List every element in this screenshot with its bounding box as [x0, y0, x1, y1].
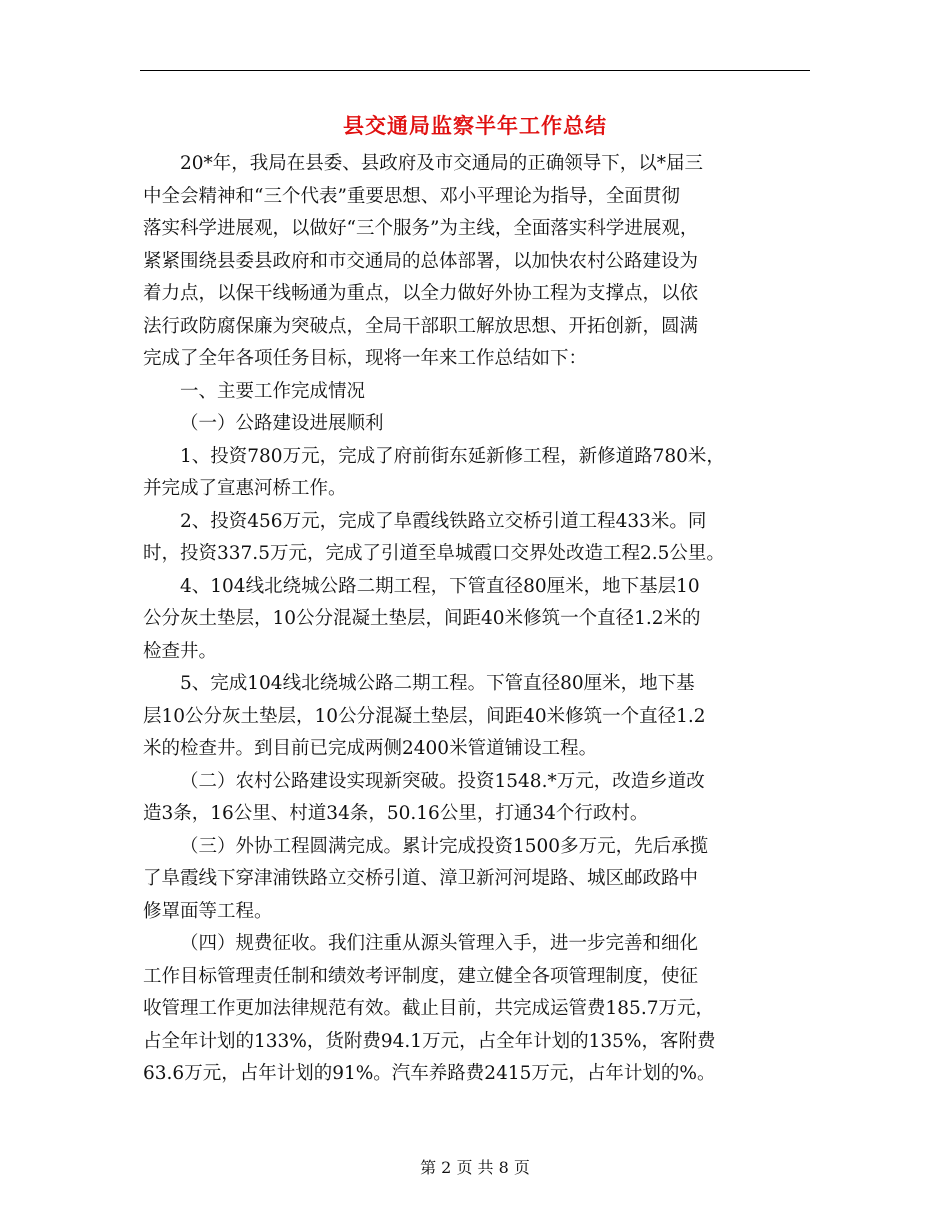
paragraph-line: 法行政防腐保廉为突破点，全局干部职工解放思想、开拓创新，圆满 [143, 315, 699, 337]
header-rule [140, 70, 810, 71]
paragraph-line: 1、投资780万元，完成了府前街东延新修工程，新修道路780米， [180, 445, 725, 467]
paragraph-line: 落实科学进展观，以做好“三个服务”为主线，全面落实科学进展观， [143, 218, 699, 239]
paragraph-line: （二）农村公路建设实现新突破。投资1548.*万元，改造乡道改 [180, 770, 705, 792]
paragraph-line: 5、完成104线北绕城公路二期工程。下管直径80厘米，地下基 [180, 673, 695, 694]
paragraph-line: 63.6万元，占年计划的91%。汽车养路费2415万元，占年计划的%。 [143, 1063, 716, 1084]
paragraph-line: 中全会精神和“三个代表”重要思想、邓小平理论为指导，全面贯彻 [143, 185, 680, 207]
paragraph-line: 紧紧围绕县委县政府和市交通局的总体部署，以加快农村公路建设为 [143, 250, 699, 272]
paragraph-line: 层10公分灰土垫层，10公分混凝土垫层，间距40米修筑一个直径1.2 [143, 705, 706, 727]
paragraph-line: 收管理工作更加法律规范有效。截止目前，共完成运管费185.7万元， [143, 998, 714, 1019]
paragraph-line: 工作目标管理责任制和绩效考评制度，建立健全各项管理制度，使征 [143, 965, 699, 987]
paragraph-line: 公分灰土垫层，10公分混凝土垫层，间距40米修筑一个直径1.2米的 [143, 608, 701, 629]
paragraph-line: 2、投资456万元，完成了阜霞线铁路立交桥引道工程433米。同 [180, 510, 707, 532]
paragraph-line: 着力点，以保干线畅通为重点，以全力做好外协工程为支撑点，以依 [143, 283, 699, 304]
section-heading: 一、主要工作完成情况 [180, 380, 366, 402]
paragraph-line: 占全年计划的133%，货附费94.1万元，占全年计划的135%，客附费 [143, 1030, 716, 1052]
paragraph-line: 了阜霞线下穿津浦铁路立交桥引道、漳卫新河河堤路、城区邮政路中 [143, 868, 699, 889]
document-title: 县交通局监察半年工作总结 [343, 113, 607, 138]
paragraph-line: 并完成了宣惠河桥工作。 [143, 478, 347, 499]
page-indicator: 第 2 页 共 8 页 [420, 1158, 530, 1177]
paragraph-line: （三）外协工程圆满完成。累计完成投资1500多万元，先后承揽 [180, 835, 709, 857]
paragraph-line: 造3条，16公里、村道34条，50.16公里，打通34个行政村。 [143, 803, 649, 824]
paragraph-line: 4、104线北绕城公路二期工程，下管直径80厘米，地下基层10 [180, 575, 700, 597]
paragraph-line: 时，投资337.5万元，完成了引道至阜城霞口交界处改造工程2.5公里。 [143, 543, 725, 564]
paragraph-line: 20*年，我局在县委、县政府及市交通局的正确领导下，以*届三 [180, 153, 704, 174]
document-body [143, 148, 813, 1091]
paragraph-line: 检查井。 [143, 640, 218, 662]
paragraph-line: （四）规费征收。我们注重从源头管理入手，进一步完善和细化 [180, 933, 699, 954]
paragraph-line: 修罩面等工程。 [143, 900, 273, 922]
paragraph-line: 完成了全年各项任务目标，现将一年来工作总结如下： [143, 348, 588, 369]
paragraph-line: 米的检查井。到目前已完成两侧2400米管道铺设工程。 [143, 738, 598, 759]
subsection-heading: （一）公路建设进展顺利 [180, 413, 384, 434]
